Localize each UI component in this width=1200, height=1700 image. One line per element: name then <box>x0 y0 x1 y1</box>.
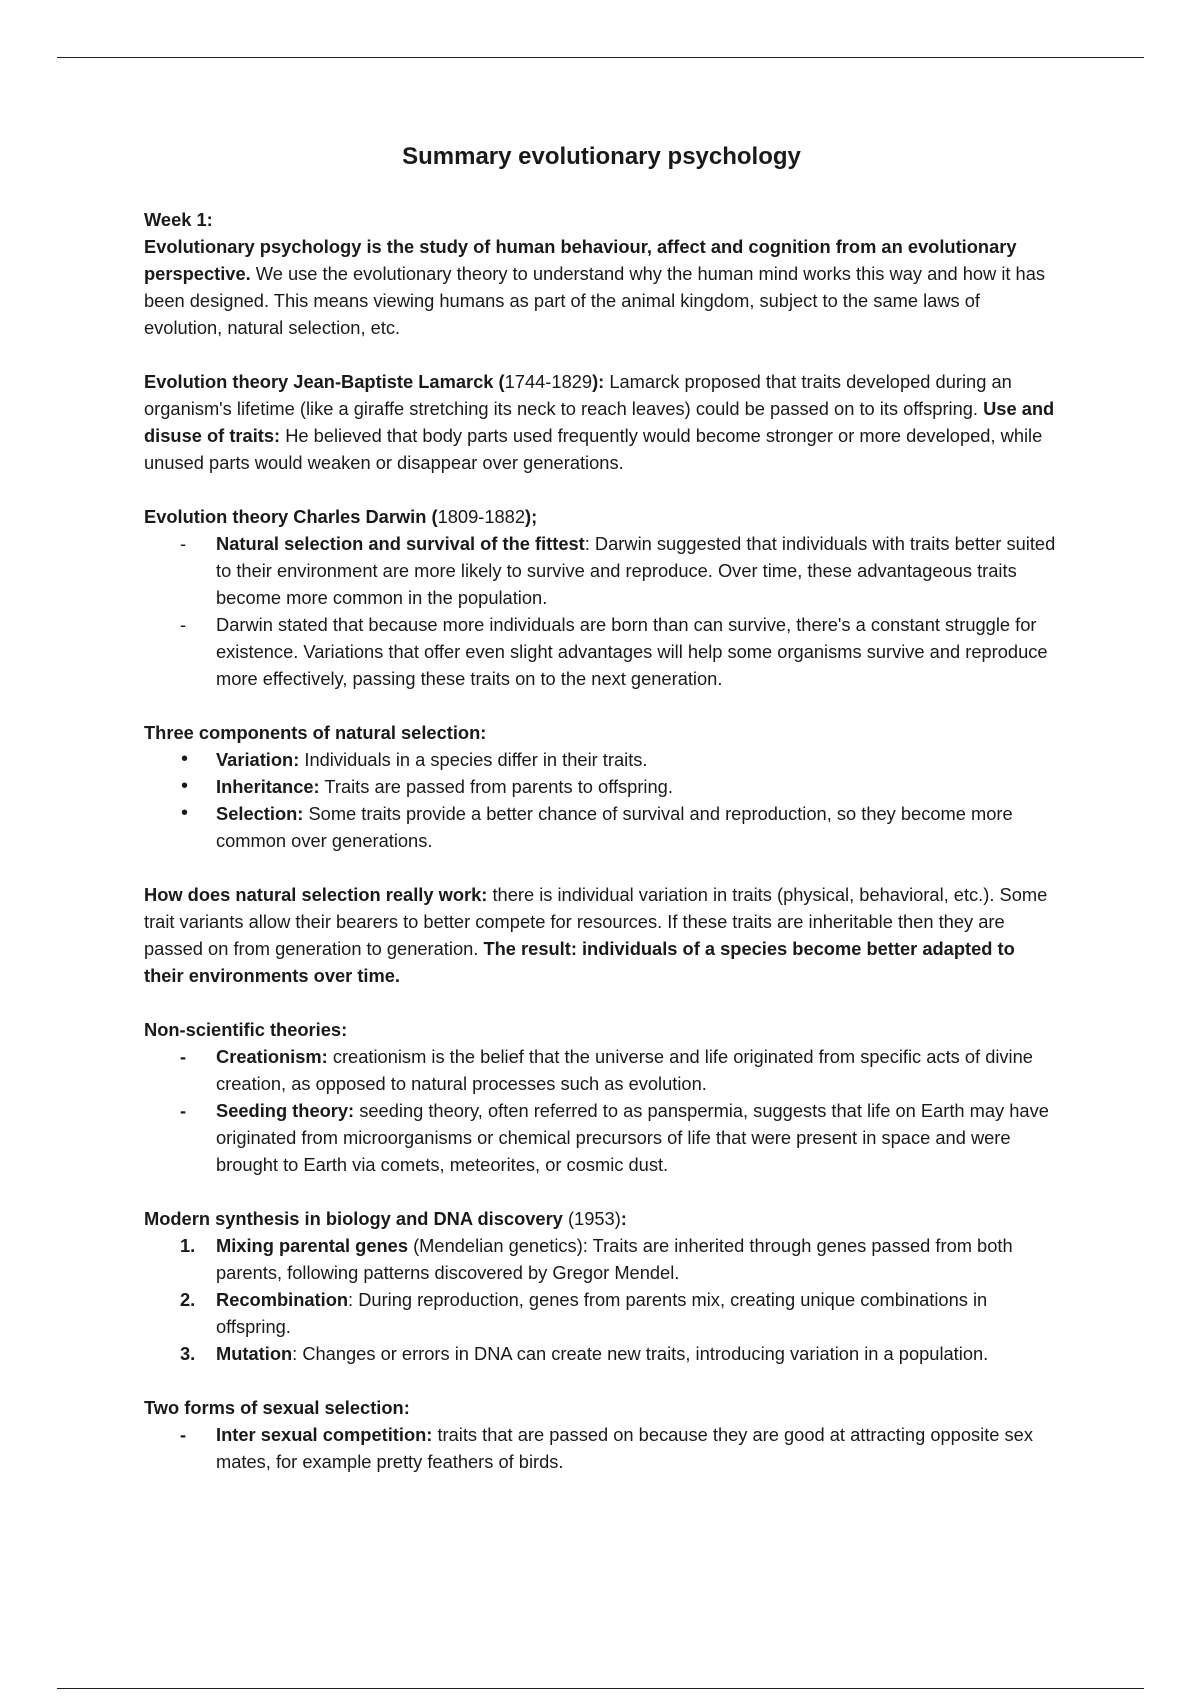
list-item: - Seeding theory: seeding theory, often referred to as panspermia, suggests that life on Earth may have originated from microorganisms or chemical precursors of life that were present in space and were brought to Earth via comets, meteorites, or cosmic dust. <box>144 1097 1059 1178</box>
week-heading: Week 1: <box>144 209 213 230</box>
darwin-list <box>144 530 1059 692</box>
darwin-heading: Evolution theory Charles Darwin (1809-1882); <box>144 506 538 527</box>
intro-paragraph: Evolutionary psychology is the study of human behaviour, affect and cognition from an evolutionary perspective. We use the evolutionary theory to understand why the human mind works this way and how it has been designed. This means viewing humans as part of the animal kingdom, subject to the same laws of evolution, natural selection, etc. <box>144 236 1046 338</box>
list-item: 3. Mutation: Changes or errors in DNA can create new traits, introducing variation in a population. <box>180 1343 989 1364</box>
nonscientific-list <box>144 1043 1059 1178</box>
list-item: - Darwin stated that because more individuals are born than can survive, there's a constant struggle for existence. Variations that offer even slight advantages will help some organisms survive and reproduce more effectively, passing these traits on to the next generation. <box>144 611 1059 692</box>
lamarck-paragraph: Evolution theory Jean-Baptiste Lamarck (1744-1829): Lamarck proposed that traits developed during an organism's lifetime (like a giraffe stretching its neck to reach leaves) could be passed on to its offspring. Use and disuse of traits: He believed that body parts used frequently would become stronger or more developed, while unused parts would weaken or disappear over generations. <box>144 371 1055 473</box>
modern-heading: Modern synthesis in biology and DNA discovery (1953): <box>144 1208 627 1229</box>
sexual-list <box>144 1421 1059 1475</box>
list-item: • Selection: Some traits provide a better chance of survival and reproduction, so they become more common over generations. <box>144 800 1059 854</box>
components-heading: Three components of natural selection: <box>144 722 487 743</box>
list-item: • Variation: Individuals in a species differ in their traits. <box>144 746 1059 773</box>
list-item: - Inter sexual competition: traits that are passed on because they are good at attracting opposite sex mates, for example pretty feathers of birds. <box>144 1421 1059 1475</box>
modern-list <box>144 1232 1059 1367</box>
header-rule <box>57 57 1144 58</box>
document-title: Summary evolutionary psychology <box>402 143 801 170</box>
list-item: 2. Recombination: During reproduction, genes from parents mix, creating unique combinations in offspring. <box>180 1289 988 1337</box>
list-item: • Inheritance: Traits are passed from parents to offspring. <box>144 773 1059 800</box>
sexual-heading: Two forms of sexual selection: <box>144 1397 410 1418</box>
list-item: - Creationism: creationism is the belief that the universe and life originated from specific acts of divine creation, as opposed to natural processes such as evolution. <box>144 1043 1059 1097</box>
list-item: - Natural selection and survival of the fittest: Darwin suggested that individuals with traits better suited to their environment are more likely to survive and reproduce. Over time, these advantageous traits become more common in the population. <box>144 530 1059 611</box>
list-item: 1. Mixing parental genes (Mendelian genetics): Traits are inherited through genes passed from both parents, following patterns discovered by Gregor Mendel. <box>180 1235 1013 1283</box>
nonscientific-heading: Non-scientific theories: <box>144 1019 348 1040</box>
footer-rule <box>57 1688 1144 1689</box>
components-list <box>144 746 1059 854</box>
document-page <box>144 140 1059 1502</box>
how-paragraph: How does natural selection really work: there is individual variation in traits (physical, behavioral, etc.). Some trait variants allow their bearers to better compete for resources. If these traits are inheritable then they are passed on from generation to generation. The result: individuals of a species become better adapted to their environments over time. <box>144 884 1048 986</box>
